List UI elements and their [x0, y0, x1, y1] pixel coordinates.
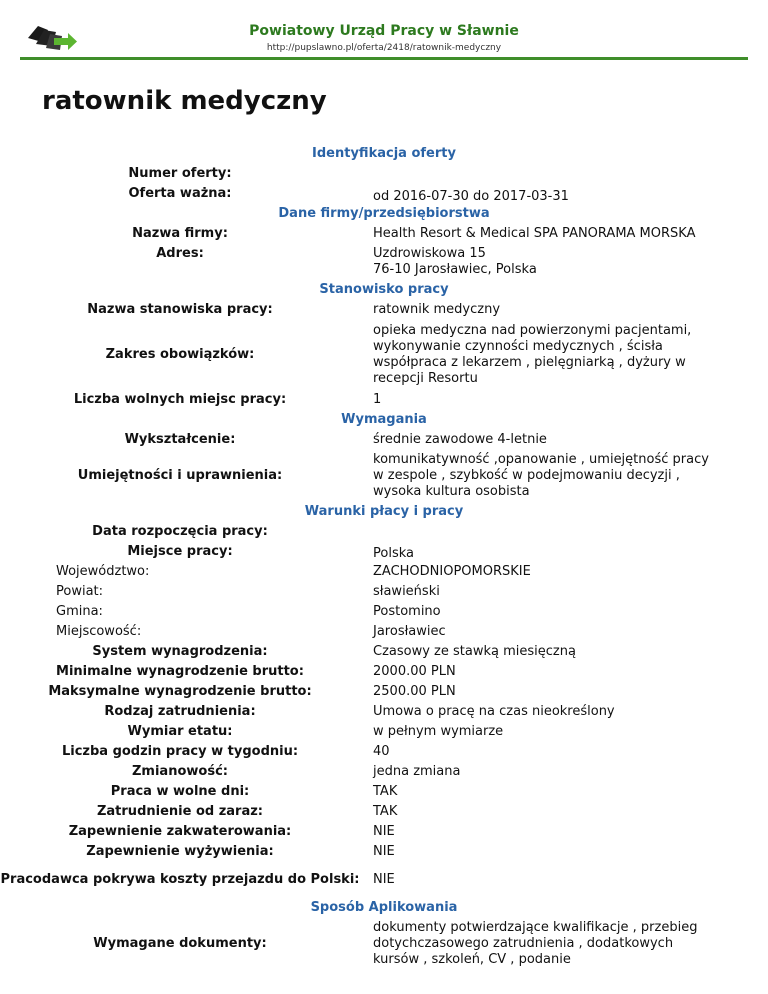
field-value: NIE [373, 872, 395, 887]
field-label: Liczba godzin pracy w tygodniu: [61, 744, 299, 759]
section-heading-stanowisko: Stanowisko pracy [319, 282, 449, 297]
row-min-wynagrodzenie [0, 662, 768, 682]
row-adres [0, 244, 768, 280]
row-zakres-obowiazkow [0, 320, 768, 390]
row-miejsce-pracy [0, 542, 768, 562]
site-title: Powiatowy Urząd Pracy w Sławnie [249, 23, 519, 39]
field-value: Czasowy ze stawką miesięczną [373, 644, 576, 659]
row-gmina [0, 602, 768, 622]
field-value: średnie zawodowe 4-letnie [373, 432, 547, 447]
row-zakwaterowanie [0, 822, 768, 842]
row-zatrudnienie-od-zaraz [0, 802, 768, 822]
field-label: Miejscowość: [56, 624, 142, 639]
field-label: Minimalne wynagrodzenie brutto: [56, 664, 304, 679]
field-value: NIE [373, 844, 395, 859]
field-label: Adres: [156, 246, 204, 261]
field-label: Rodzaj zatrudnienia: [104, 704, 256, 719]
field-label: Maksymalne wynagrodzenie brutto: [48, 684, 312, 699]
field-label: Nazwa stanowiska pracy: [87, 302, 273, 317]
site-header [0, 0, 768, 58]
field-value: 1 [373, 392, 382, 407]
site-url[interactable]: http://pupslawno.pl/oferta/2418/ratownik-medyczny [266, 43, 502, 53]
field-label: Zmianowość: [132, 764, 228, 779]
field-value: w pełnym wymiarze [373, 724, 504, 739]
field-value: sławieński [373, 584, 440, 599]
row-wyzywienie [0, 842, 768, 862]
row-wyksztalcenie [0, 430, 768, 450]
row-rodzaj-zatrudnienia [0, 702, 768, 722]
field-label: Miejsce pracy: [127, 544, 233, 559]
section-heading-aplikowanie: Sposób Aplikowania [310, 900, 458, 915]
section-heading-warunki: Warunki płacy i pracy [304, 504, 464, 519]
field-label: Wymiar etatu: [127, 724, 233, 739]
field-label: Województwo: [56, 564, 150, 579]
field-label: Pracodawca pokrywa koszty przejazdu do Polski: [0, 872, 360, 887]
field-value: TAK [373, 784, 398, 799]
row-liczba-miejsc [0, 390, 768, 410]
row-praca-wolne-dni [0, 782, 768, 802]
field-value: 2000.00 PLN [373, 664, 456, 679]
section-heading-identyfikacja: Identyfikacja oferty [312, 146, 456, 161]
field-value: NIE [373, 824, 395, 839]
header-divider [20, 57, 748, 60]
field-label: Data rozpoczęcia pracy: [92, 524, 268, 539]
field-label: Umiejętności i uprawnienia: [77, 468, 283, 483]
row-godziny-tygodniowo [0, 742, 768, 762]
field-label: Powiat: [56, 584, 104, 599]
field-label: Nazwa firmy: [132, 226, 228, 241]
row-numer-oferty [0, 164, 768, 184]
field-label: Wykształcenie: [124, 432, 236, 447]
section-heading-wymagania: Wymagania [341, 412, 427, 427]
field-value: ratownik medyczny [373, 302, 501, 317]
field-value: dokumenty potwierdzające kwalifikacje , przebieg dotychczasowego zatrudnienia , dodatkowych kursów , szkoleń, CV , podanie [373, 920, 698, 967]
field-value: ZACHODNIOPOMORSKIE [373, 564, 531, 579]
field-value: od 2016-07-30 do 2017-03-31 [373, 189, 569, 204]
field-value: Uzdrowiskowa 15 76-10 Jarosławiec, Polska [373, 246, 537, 277]
field-label: Praca w wolne dni: [110, 784, 250, 799]
field-value: 2500.00 PLN [373, 684, 456, 699]
field-value: Postomino [373, 604, 441, 619]
field-value: opieka medyczna nad powierzonymi pacjentami, wykonywanie czynności medycznych , ścisła współpraca z lekarzem , pielęgniarką , dyżury w recepcji Resortu [373, 323, 692, 386]
field-value: Polska [373, 546, 414, 561]
field-value: jedna zmiana [373, 764, 461, 779]
field-value: 40 [373, 744, 390, 759]
row-nazwa-firmy [0, 224, 768, 244]
field-value: komunikatywność ,opanowanie , umiejętność pracy w zespole , szybkość w podejmowaniu decyzji , wysoka kultura osobista [373, 452, 709, 499]
row-powiat [0, 582, 768, 602]
field-label: Zatrudnienie od zaraz: [96, 804, 264, 819]
field-label: Zapewnienie wyżywienia: [86, 844, 274, 859]
row-umiejetnosci [0, 450, 768, 502]
row-miejscowosc [0, 622, 768, 642]
row-wymiar-etatu [0, 722, 768, 742]
offer-details [0, 144, 768, 970]
field-label: Gmina: [56, 604, 103, 619]
field-label: Liczba wolnych miejsc pracy: [73, 392, 287, 407]
row-wymagane-dokumenty [0, 918, 768, 970]
field-label: Wymagane dokumenty: [93, 936, 267, 951]
row-oferta-wazna [0, 184, 768, 204]
row-zmianowosc [0, 762, 768, 782]
row-system-wynagrodzenia [0, 642, 768, 662]
field-label: Oferta ważna: [128, 186, 232, 201]
section-heading-firma: Dane firmy/przedsiębiorstwa [278, 206, 490, 221]
field-label: Numer oferty: [128, 166, 232, 181]
page-title: ratownik medyczny [42, 86, 327, 116]
field-label: Zakres obowiązków: [105, 347, 255, 362]
row-wojewodztwo [0, 562, 768, 582]
row-nazwa-stanowiska [0, 300, 768, 320]
field-label: Zapewnienie zakwaterowania: [68, 824, 292, 839]
field-value: TAK [373, 804, 398, 819]
field-label: System wynagrodzenia: [92, 644, 268, 659]
field-value: Umowa o pracę na czas nieokreślony [373, 704, 615, 719]
row-koszty-przejazdu [0, 862, 768, 898]
row-max-wynagrodzenie [0, 682, 768, 702]
field-value: Health Resort & Medical SPA PANORAMA MORSKA [373, 226, 696, 241]
row-data-rozpoczecia [0, 522, 768, 542]
field-value: Jarosławiec [373, 624, 446, 639]
